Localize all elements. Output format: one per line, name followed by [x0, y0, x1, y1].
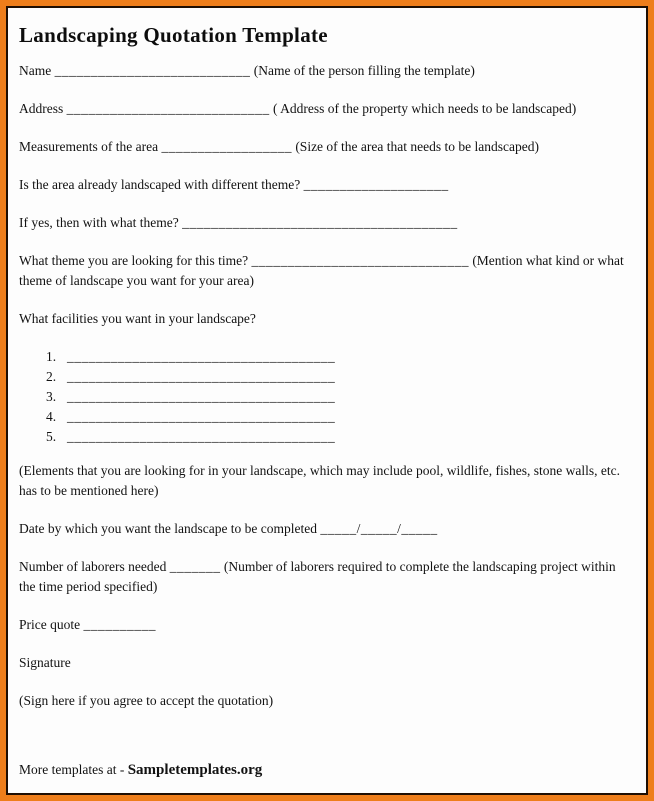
list-item-blank: _____________________________________: [67, 389, 336, 404]
field-measurements-note: (Size of the area that needs to be landscaped): [295, 139, 539, 154]
page-title: Landscaping Quotation Template: [19, 23, 328, 47]
field-if-yes-theme-blank: ______________________________________: [182, 215, 458, 230]
list-item: [19, 407, 634, 427]
footer-brand: Sampletemplates.org: [127, 762, 263, 778]
list-item-blank: _____________________________________: [67, 349, 336, 364]
signature-note: (Sign here if you agree to accept the quotation): [19, 693, 274, 708]
field-measurements: [19, 137, 634, 157]
field-theme-this-time-label: What theme you are looking for this time?: [19, 253, 249, 268]
list-item-number: 4.: [46, 409, 57, 424]
field-measurements-blank: __________________: [161, 139, 292, 154]
list-item-blank: _____________________________________: [67, 409, 336, 424]
field-theme-this-time-blank: ______________________________: [251, 253, 469, 268]
field-laborers-label: Number of laborers needed: [19, 559, 167, 574]
field-completion-date: [19, 519, 634, 539]
field-name-label: Name: [19, 63, 52, 78]
field-name-blank: ___________________________: [54, 63, 251, 78]
field-laborers: [19, 557, 634, 597]
signature-label: Signature: [19, 655, 71, 670]
field-address: [19, 99, 634, 119]
list-item: [19, 387, 634, 407]
field-already-landscaped-label: Is the area already landscaped with different theme?: [19, 177, 301, 192]
list-item: [19, 347, 634, 367]
field-if-yes-theme-label: If yes, then with what theme?: [19, 215, 179, 230]
field-already-landscaped: [19, 175, 634, 195]
field-address-note: ( Address of the property which needs to be landscaped): [273, 101, 577, 116]
elements-note: (Elements that you are looking for in your landscape, which may include pool, wildlife, fishes, stone walls, etc. has to be mentioned here): [19, 463, 620, 498]
list-item-number: 1.: [46, 349, 57, 364]
field-measurements-label: Measurements of the area: [19, 139, 159, 154]
field-theme-this-time-note: (Mention what kind or what theme of landscape you want for your area): [19, 253, 624, 288]
field-theme-this-time: [19, 251, 634, 291]
field-price-quote-label: Price quote: [19, 617, 81, 632]
field-completion-date-blank: _____/_____/_____: [320, 521, 438, 536]
list-item-number: 5.: [46, 429, 57, 444]
field-name-note: (Name of the person filling the template): [253, 63, 475, 78]
document-sheet: [6, 6, 648, 795]
field-address-label: Address: [19, 101, 64, 116]
field-name: [19, 61, 634, 81]
field-already-landscaped-blank: ____________________: [303, 177, 449, 192]
list-item-number: 2.: [46, 369, 57, 384]
list-item: [19, 427, 634, 447]
list-item-blank: _____________________________________: [67, 369, 336, 384]
footer-text: More templates at -: [19, 762, 128, 777]
field-price-quote-blank: __________: [83, 617, 156, 632]
field-completion-date-label: Date by which you want the landscape to be completed: [19, 521, 318, 536]
field-if-yes-theme: [19, 213, 634, 233]
facilities-question: What facilities you want in your landscape?: [19, 311, 256, 326]
list-item-number: 3.: [46, 389, 57, 404]
field-laborers-note: (Number of laborers required to complete the landscaping project within the time period specified): [19, 559, 616, 594]
field-price-quote: [19, 615, 634, 635]
field-address-blank: ____________________________: [66, 101, 270, 116]
list-item-blank: _____________________________________: [67, 429, 336, 444]
footer: [19, 759, 634, 781]
facilities-list: [19, 347, 634, 447]
list-item: [19, 367, 634, 387]
field-laborers-blank: _______: [169, 559, 221, 574]
